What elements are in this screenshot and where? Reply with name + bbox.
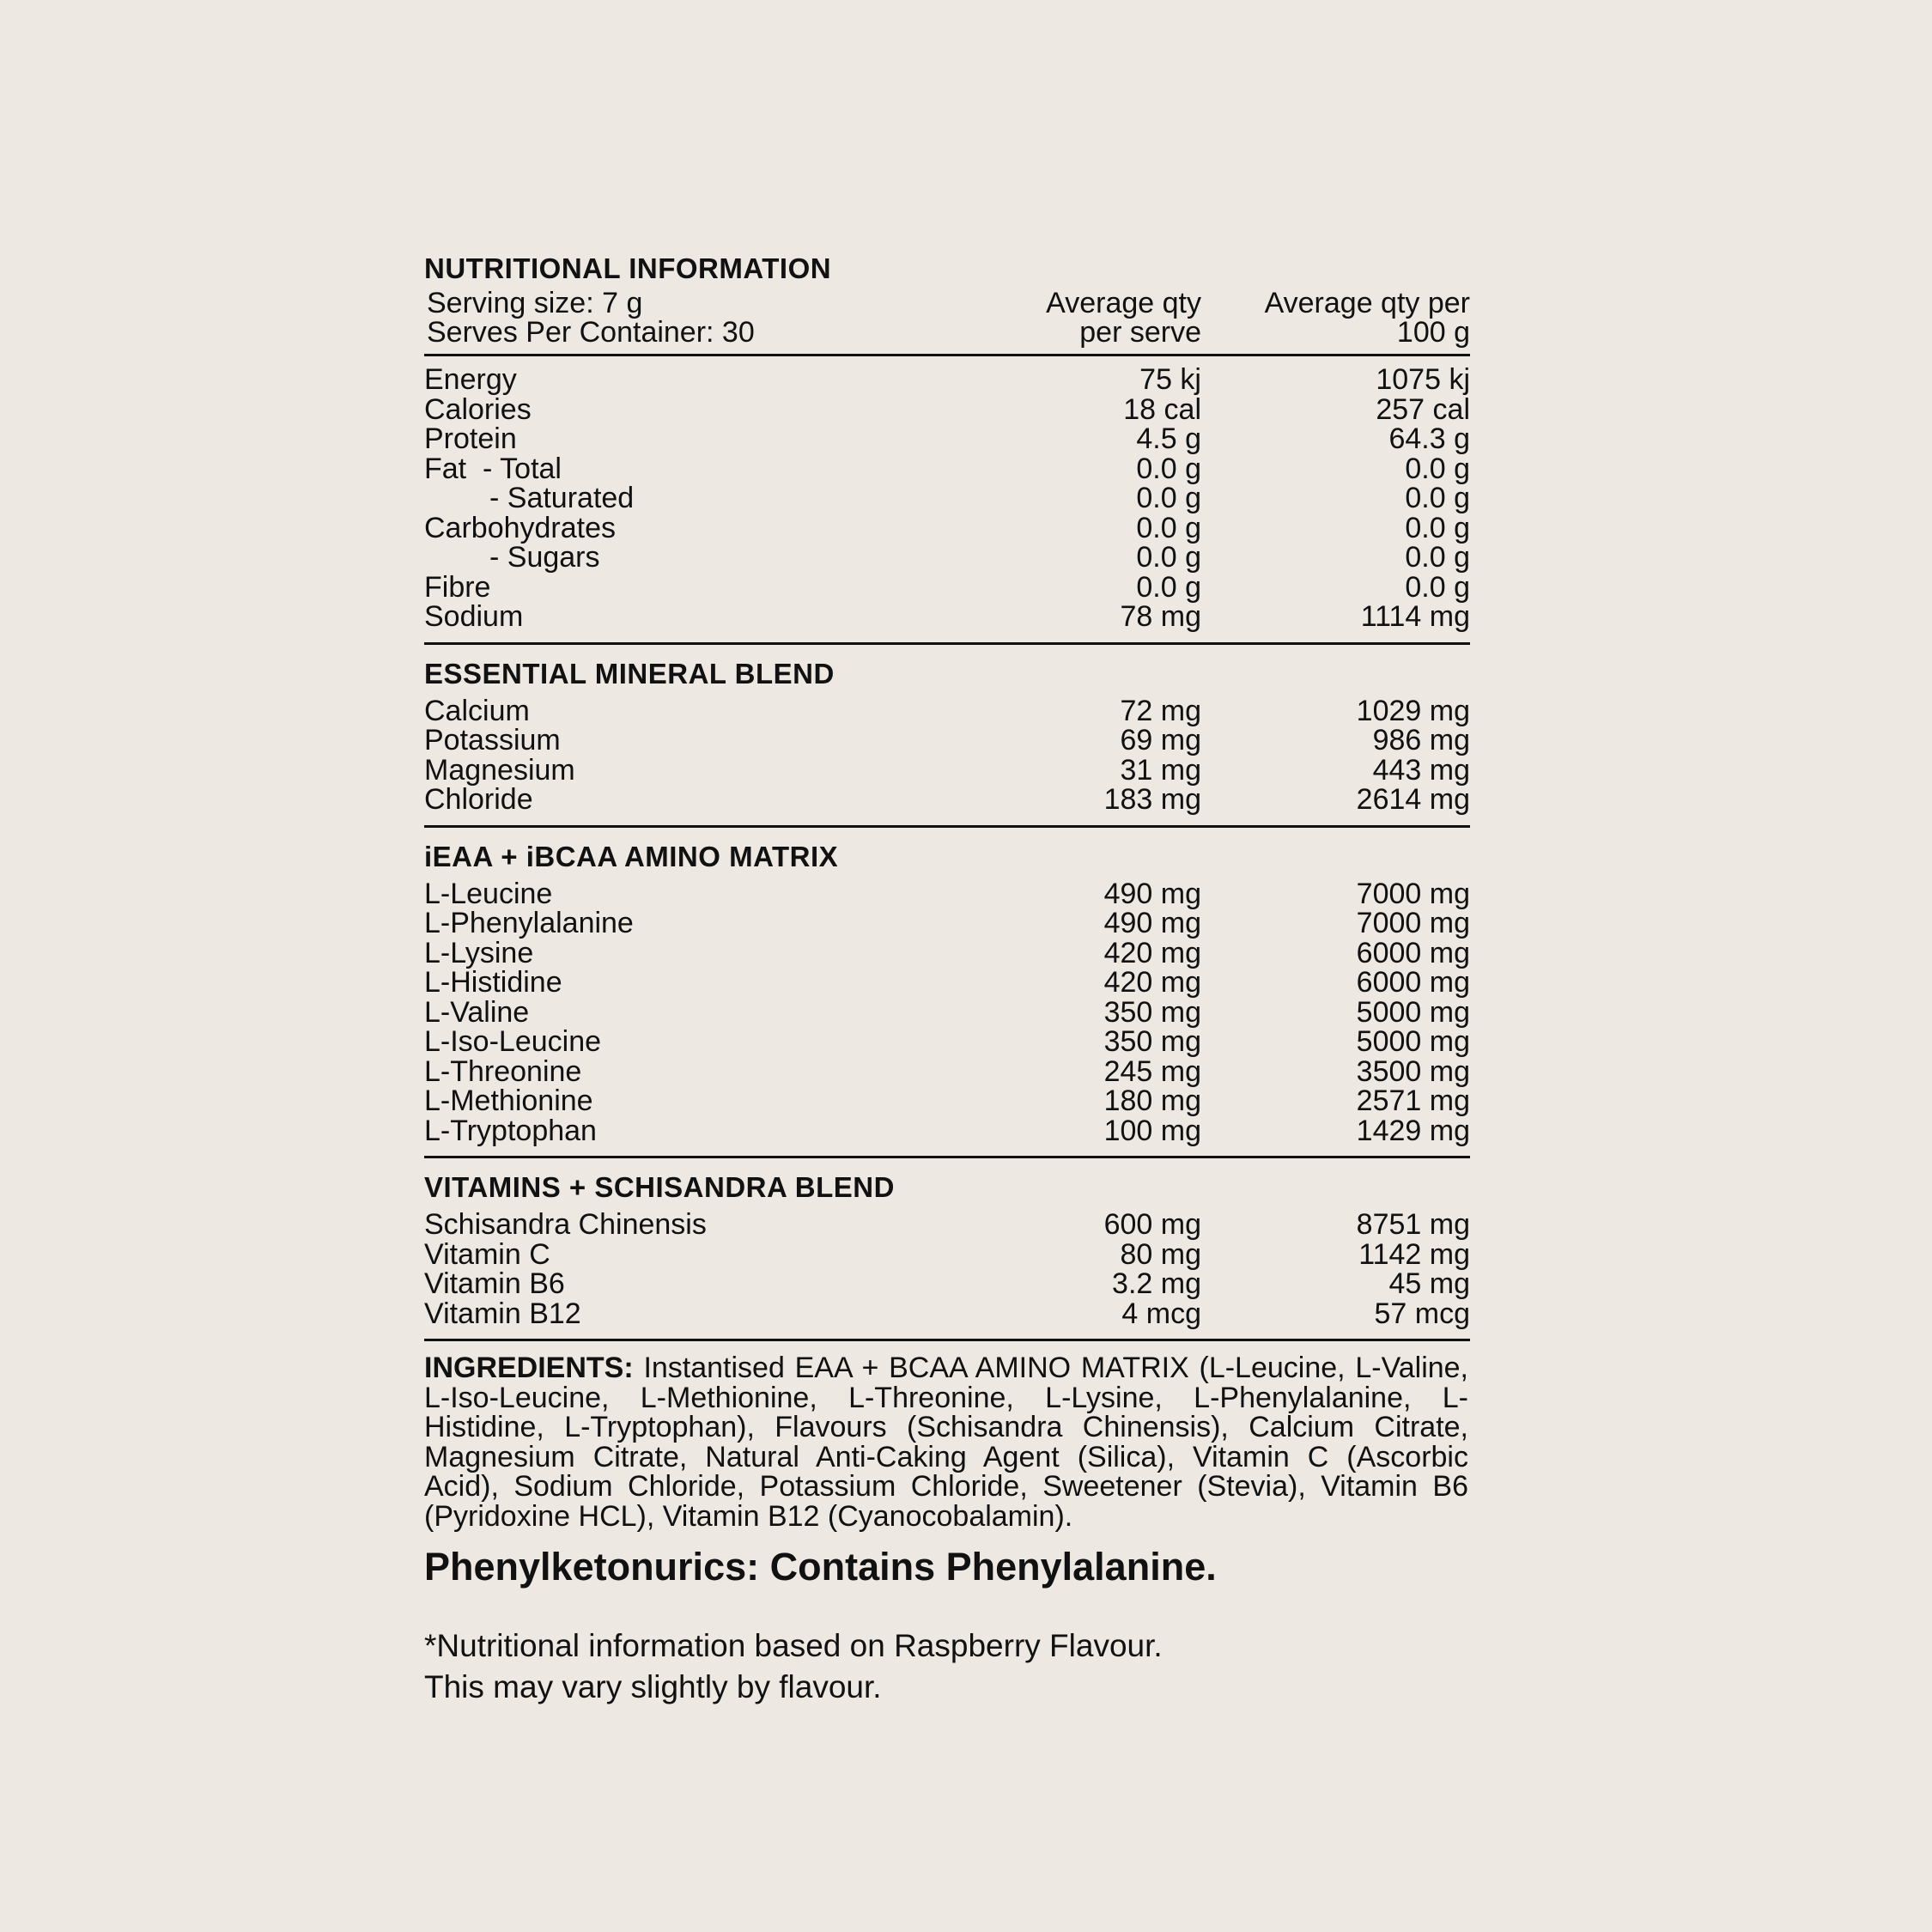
per-100g-value: 1142 mg [1358,1237,1470,1271]
per-serve-value: 490 mg [1103,877,1201,910]
per-serve-value: 245 mg [1103,1054,1201,1088]
table-row [424,726,1470,756]
per-serve-value: 100 mg [1103,1114,1201,1147]
table-row [424,570,1470,604]
col-header-per-100g-line1: Average qty per [1264,287,1470,319]
per-serve-value: 420 mg [1103,966,1201,999]
table-row [424,936,1470,969]
per-100g-value: 0.0 g [1405,452,1470,485]
amino-rows [424,879,1470,1146]
per-serve-value: 180 mg [1103,1084,1201,1117]
per-100g-value: 3500 mg [1356,1054,1470,1088]
section-title-minerals: ESSENTIAL MINERAL BLEND [424,657,835,690]
nutrient-name: L-Phenylalanine [424,907,634,939]
nutrient-name: Fat - Total [424,452,562,485]
nutrient-name: L-Lysine [424,936,534,969]
table-row [424,543,1470,573]
per-100g-value: 1114 mg [1360,600,1470,633]
per-serve-value: 0.0 g [1136,541,1201,574]
per-100g-value: 0.0 g [1405,570,1470,604]
table-row [424,696,1470,726]
mineral-rows [424,696,1470,815]
nutrient-name: Carbohydrates [424,511,617,544]
per-100g-value: 257 cal [1376,392,1470,426]
table-row [424,1086,1470,1116]
footnote-line-2: This may vary slightly by flavour. [424,1669,882,1704]
vitamin-rows [424,1210,1470,1328]
per-serve-value: 78 mg [1120,600,1201,633]
table-row [424,753,1470,787]
table-row [424,1116,1470,1146]
nutrient-name: Schisandra Chinensis [424,1208,707,1241]
nutrition-rows [424,365,1470,632]
table-row [424,454,1470,484]
nutrient-name: L-Methionine [424,1084,593,1117]
table-row [424,879,1470,909]
nutrient-name: Sodium [424,600,524,633]
per-100g-value: 5000 mg [1356,1025,1470,1058]
serving-info [424,289,918,347]
nutrient-name: Vitamin C [424,1237,550,1271]
per-100g-value: 8751 mg [1356,1208,1470,1241]
table-row [424,513,1470,544]
per-serve-value: 350 mg [1103,1025,1201,1058]
per-100g-value: 1429 mg [1356,1114,1470,1147]
per-100g-value: 443 mg [1372,753,1470,787]
table-row [424,392,1470,426]
col-header-per-100g [1201,289,1470,347]
nutrient-name: L-Tryptophan [424,1114,597,1147]
col-header-per-serve-line2: per serve [1079,316,1201,349]
nutrient-name: Protein [424,422,517,455]
col-header-per-serve [918,289,1201,347]
table-row [424,1299,1470,1329]
per-100g-value: 2571 mg [1356,1084,1470,1117]
per-serve-value: 31 mg [1120,753,1201,787]
panel-title: NUTRITIONAL INFORMATION [424,252,832,284]
nutrient-name: Vitamin B6 [424,1267,565,1300]
per-serve-value: 600 mg [1103,1208,1201,1241]
per-serve-value: 72 mg [1120,694,1201,727]
per-100g-value: 0.0 g [1405,482,1470,514]
per-100g-value: 0.0 g [1405,511,1470,544]
per-100g-value: 6000 mg [1356,936,1470,969]
nutrient-name: - Sugars [489,541,600,574]
table-row [424,483,1470,513]
per-serve-value: 3.2 mg [1112,1267,1201,1300]
table-row [424,1054,1470,1088]
per-100g-value: 6000 mg [1356,966,1470,999]
footnote [424,1625,1470,1708]
nutrient-name: - Saturated [489,482,635,514]
per-serve-value: 69 mg [1120,724,1201,756]
per-100g-value: 986 mg [1372,724,1470,756]
table-row [424,968,1470,998]
per-100g-value: 1029 mg [1356,694,1470,727]
table-header [424,289,1470,347]
table-row [424,1237,1470,1271]
per-100g-value: 7000 mg [1356,907,1470,939]
per-100g-value: 2614 mg [1356,783,1470,816]
serving-size: Serving size: 7 g [427,287,643,319]
nutrient-name: L-Iso-Leucine [424,1025,602,1058]
table-row [424,1027,1470,1057]
serves-per-container: Serves Per Container: 30 [427,316,755,349]
nutrient-name: Fibre [424,570,491,604]
per-serve-value: 0.0 g [1136,511,1201,544]
col-header-per-serve-line1: Average qty [1046,287,1201,319]
per-serve-value: 350 mg [1103,995,1201,1029]
per-100g-value: 5000 mg [1356,995,1470,1029]
per-serve-value: 490 mg [1103,907,1201,939]
table-row [424,785,1470,815]
nutrient-name: Calories [424,392,532,426]
per-serve-value: 0.0 g [1136,482,1201,514]
per-serve-value: 80 mg [1120,1237,1201,1271]
nutrient-name: Magnesium [424,753,575,787]
footnote-line-1: *Nutritional information based on Raspberry Flavour. [424,1628,1163,1663]
nutrient-name: Chloride [424,783,533,816]
per-serve-value: 18 cal [1123,392,1201,426]
table-row [424,602,1470,632]
nutrient-name: L-Threonine [424,1054,582,1088]
table-row [424,1210,1470,1240]
per-100g-value: 64.3 g [1388,422,1470,455]
col-header-per-100g-line2: 100 g [1396,316,1470,349]
table-row [424,365,1470,395]
nutrient-name: Vitamin B12 [424,1297,581,1330]
per-100g-value: 7000 mg [1356,877,1470,910]
nutrient-name: L-Leucine [424,877,553,910]
per-serve-value: 0.0 g [1136,570,1201,604]
divider [424,1339,1470,1341]
nutrient-name: Calcium [424,694,530,727]
divider [424,642,1470,645]
per-serve-value: 183 mg [1103,783,1201,816]
per-100g-value: 45 mg [1388,1267,1470,1300]
per-serve-value: 75 kj [1139,363,1201,396]
ingredients-text: Instantised EAA + BCAA AMINO MATRIX (L-Leucine, L-Valine, L-Iso-Leucine, L-Methionine, L-Threonine, L-Lysine, L-Phenylalanine, L-Histidine, L-Tryptophan), Flavours (Schisandra Chinensis), Calcium Citrate, Magnesium Citrate, Natural Anti-Caking Agent (Silica), Vitamin C (Ascorbic Acid), Sodium Chloride, Potassium Chloride, Sweetener (Stevia), Vitamin B6 (Pyridoxine HCL), Vitamin B12 (Cyanocobalamin). [424,1352,1469,1533]
per-serve-value: 0.0 g [1136,452,1201,485]
table-row [424,995,1470,1029]
nutrient-name: L-Valine [424,995,530,1029]
ingredients-label: INGREDIENTS: [424,1352,634,1384]
nutrient-name: Energy [424,363,517,396]
nutrition-panel [424,251,1470,1708]
divider [424,825,1470,828]
table-row [424,1269,1470,1299]
table-row [424,908,1470,939]
divider [424,1156,1470,1158]
per-serve-value: 4.5 g [1136,422,1201,455]
per-100g-value: 57 mcg [1374,1297,1470,1330]
ingredients-paragraph [424,1353,1468,1531]
per-serve-value: 4 mcg [1121,1297,1201,1330]
per-100g-value: 1075 kj [1376,363,1470,396]
per-serve-value: 420 mg [1103,936,1201,969]
divider [424,354,1470,356]
table-row [424,424,1470,454]
per-100g-value: 0.0 g [1405,541,1470,574]
section-title-vitamins: VITAMINS + SCHISANDRA BLEND [424,1171,895,1203]
section-title-amino: iEAA + iBCAA AMINO MATRIX [424,840,839,872]
phenylketonurics-warning: Phenylketonurics: Contains Phenylalanine. [424,1545,1217,1589]
nutrient-name: Potassium [424,724,561,756]
nutrient-name: L-Histidine [424,966,562,999]
